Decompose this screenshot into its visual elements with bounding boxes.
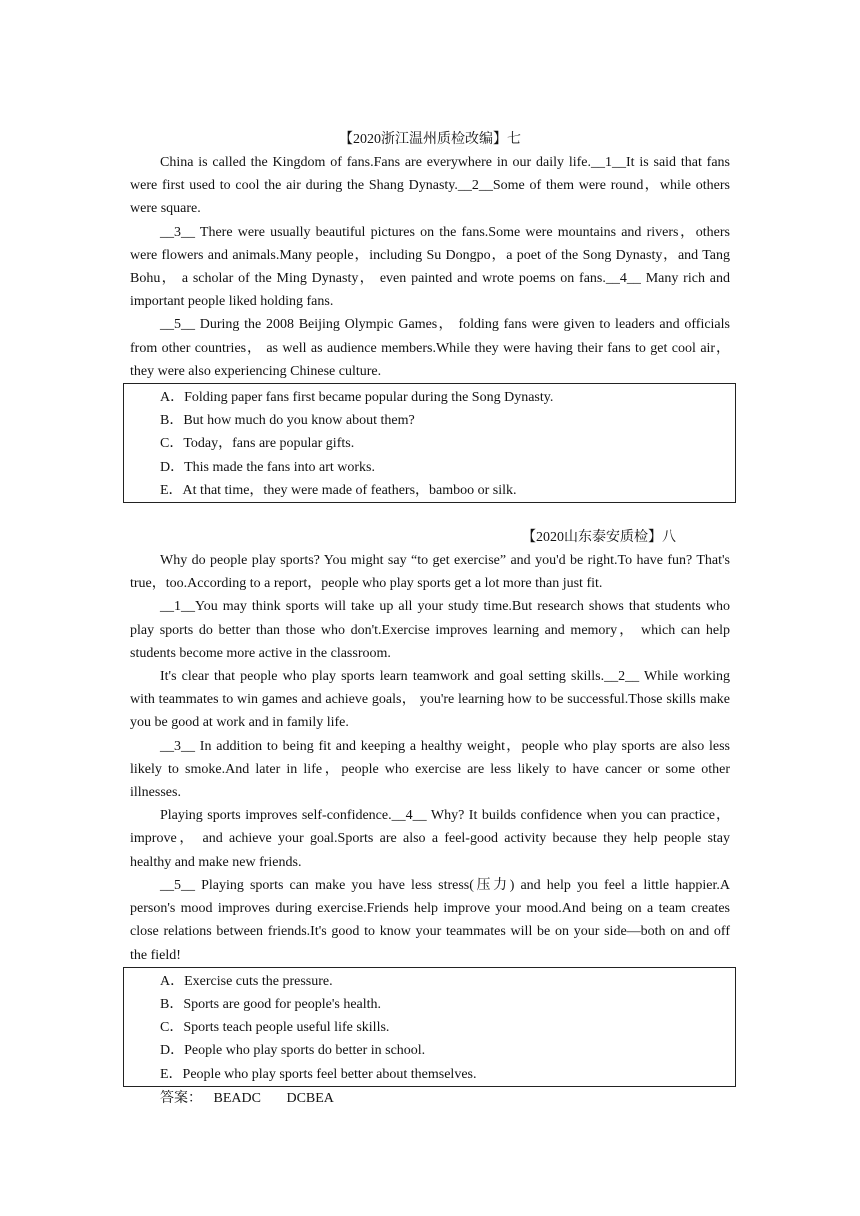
- answer-set-1: BEADC: [213, 1090, 261, 1106]
- section1-option-e: E．At that time，they were made of feathers，bamboo or silk.: [160, 482, 517, 498]
- document-page: [130, 128, 730, 1110]
- section1-option-d: D．This made the fans into art works.: [160, 459, 376, 475]
- answer-line: [130, 1087, 730, 1110]
- section2-option-b: B．Sports are good for people's health.: [160, 996, 382, 1012]
- section2-option-c: C．Sports teach people useful life skills.: [160, 1020, 390, 1036]
- section2-paragraph-2: __1__You may think sports will take up all your study time.But research shows that students who play sports do better than those who don't.Exercise improves learning and memory， which can help students become more active in the classroom.: [130, 599, 730, 661]
- section1-paragraph-1: China is called the Kingdom of fans.Fans are everywhere in our daily life.__1__It is said that fans were first used to cool the air during the Shang Dynasty.__2__Some of them were round，while others were square.: [130, 155, 730, 217]
- answer-label: 答案：: [160, 1090, 202, 1106]
- section2-paragraph-1: Why do people play sports? You might say “to get exercise” and you'd be right.To have fun? That's true，too.According to a report，people who play sports get a lot more than just fit.: [130, 553, 730, 592]
- answer-set-2: DCBEA: [286, 1090, 334, 1106]
- section1-title: 【2020浙江温州质检改编】七: [339, 132, 521, 147]
- section2-option-d: D．People who play sports do better in school.: [160, 1043, 426, 1059]
- section1-option-c: C．Today，fans are popular gifts.: [160, 436, 355, 452]
- section2-options-box: [123, 967, 736, 1087]
- section2-paragraph-5: Playing sports improves self-confidence.__4__ Why? It builds confidence when you can practice， improve， and achieve your goal.Sports are also a feel-good activity because they help people stay healthy and make new friends.: [130, 808, 730, 870]
- section-spacer: [130, 503, 730, 526]
- section1-paragraph-2: __3__ There were usually beautiful pictures on the fans.Some were mountains and rivers，others were flowers and animals.Many people，including Su Dongpo，a poet of the Song Dynasty，and Tang Bohu， a scholar of the Ming Dynasty， even painted and wrote poems on fans.__4__ Many rich and important people liked holding fans.: [130, 224, 730, 310]
- section2-paragraph-3: It's clear that people who play sports learn teamwork and goal setting skills.__2__ While working with teammates to win games and achieve goals， you're learning how to be successful.Those skills make you be good at work and in family life.: [130, 669, 730, 731]
- section1-option-b: B．But how much do you know about them?: [160, 413, 415, 429]
- section1-options-box: [123, 383, 736, 503]
- section2-option-e: E．People who play sports feel better about themselves.: [160, 1066, 477, 1082]
- section2-paragraph-4: __3__ In addition to being fit and keeping a healthy weight，people who play sports are also less likely to smoke.And later in life，people who exercise are less likely to have cancer or some other illnesses.: [130, 738, 730, 801]
- section2-paragraph-6: __5__ Playing sports can make you have less stress(压力) and help you feel a little happier.A person's mood improves during exercise.Friends help improve your mood.And being on a team creates close relations between friends.It's good to know your teammates will be on your side—both on and off the field!: [130, 877, 730, 963]
- section2-title: 【2020山东泰安质检】八: [522, 530, 676, 546]
- section1-paragraph-3: __5__ During the 2008 Beijing Olympic Games， folding fans were given to leaders and officials from other countries， as well as audience members.While they were having their fans to get cool air， they were also experiencing Chinese culture.: [130, 317, 730, 379]
- section1-option-a: A．Folding paper fans first became popular during the Song Dynasty.: [160, 390, 554, 406]
- section2-option-a: A．Exercise cuts the pressure.: [160, 973, 333, 989]
